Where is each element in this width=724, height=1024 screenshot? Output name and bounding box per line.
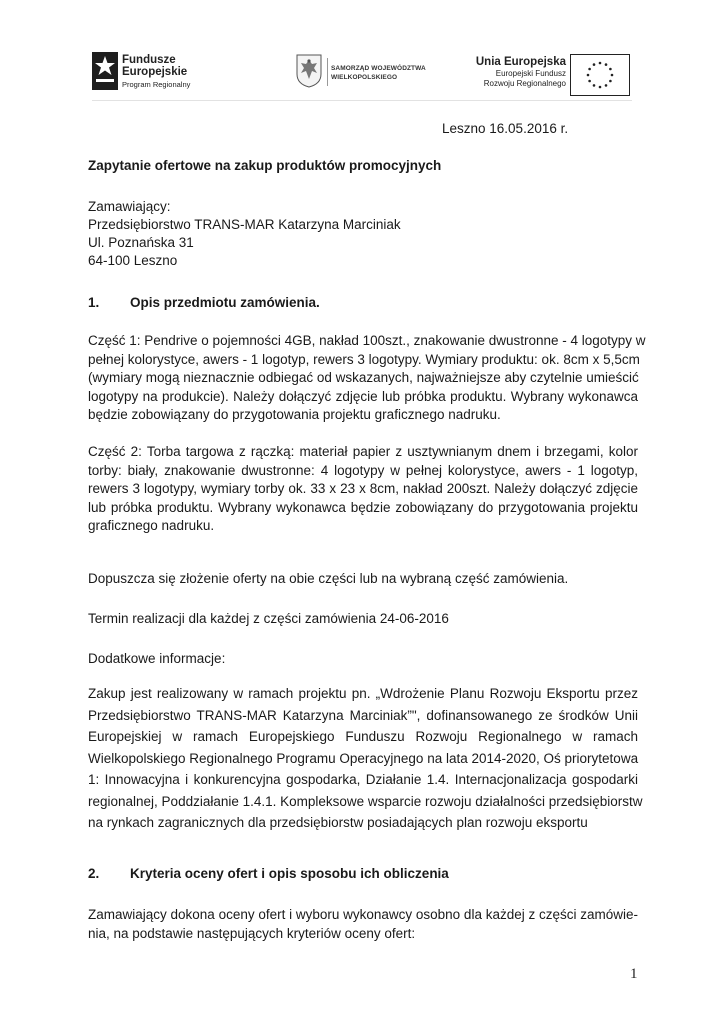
paragraph-line: graficznego nadruku. [88, 518, 215, 534]
paragraph-line: na rynkach zagranicznych dla przedsiębiorstw posiadających plan rozwoju eksportu [88, 815, 588, 830]
offer-note: Dopuszcza się złożenie oferty na obie części lub na wybraną część zamówienia. [88, 571, 569, 586]
ue-logo-line3: Rozwoju Regionalnego [483, 79, 566, 88]
paragraph-line: Przedsiębiorstwo TRANS-MAR Katarzyna Marciniak”", dofinansowanego ze środków Unii [88, 707, 638, 723]
paragraph-line: regionalnej, Poddziałanie 1.4.1. Kompleksowe wsparcie rozwoju działalności przedsiębiorstw [88, 793, 643, 809]
ue-logo-line1: Unia Europejska [475, 56, 566, 68]
section1-number: 1. [88, 295, 100, 310]
paragraph-line: Część 2: Torba targowa z rączką: materiał papier z usztywnianym dnem i brzegami, kolor [88, 444, 638, 459]
paragraph-line: (wymiary mogą nieznacznie odbiegać od wskazanych, najważniejsze aby czytelnie umieścić [88, 370, 639, 386]
paragraph-line: logotypy na produkcie). Należy dołączyć zdjęcie lub próbka produktu. Wybrany wykonawca [88, 388, 638, 404]
paragraph-line: torby: biały, znakowanie dwustronne: 4 logotypy w pełnej kolorystyce, awers - 1 logotyp, [88, 462, 638, 478]
additional-info-label: Dodatkowe informacje: [88, 651, 226, 666]
fe-logo-line2: Europejskie [122, 66, 188, 78]
orderer-label: Zamawiający: [88, 199, 171, 214]
page-number: 1 [630, 966, 638, 982]
fe-logo-line1: Fundusze [122, 54, 176, 66]
paragraph-line: Część 1: Pendrive o pojemności 4GB, nakład 100szt., znakowanie dwustronne - 4 logotypy w [88, 333, 646, 348]
document-date: Leszno 16.05.2016 r. [442, 121, 569, 136]
paragraph-line: Wielkopolskiego Regionalnego Programu Operacyjnego na lata 2014-2020, Oś priorytetowa [88, 750, 639, 766]
deadline: Termin realizacji dla każdej z części zamówienia 24-06-2016 [88, 611, 449, 626]
section2-heading: Kryteria oceny ofert i opis sposobu ich obliczenia [130, 866, 449, 881]
orderer-city: 64-100 Leszno [88, 253, 178, 268]
eu-flag-icon [570, 54, 630, 96]
ue-logo-line2: Europejski Fundusz [495, 69, 566, 78]
section2-intro [88, 906, 638, 943]
paragraph-line: Zamawiający dokona oceny ofert i wyboru wykonawcy osobno dla każdej z części zamówie- [88, 907, 638, 922]
orderer-name: Przedsiębiorstwo TRANS-MAR Katarzyna Marciniak [88, 217, 401, 232]
project-paragraph [88, 683, 643, 834]
wlkp-separator [327, 58, 328, 86]
wlkp-logo-line2: WIELKOPOLSKIEGO [331, 74, 398, 81]
document-title: Zapytanie ofertowe na zakup produktów promocyjnych [88, 158, 442, 173]
orderer-street: Ul. Poznańska 31 [88, 235, 194, 250]
fe-star-icon [92, 52, 118, 90]
section2-number: 2. [88, 866, 100, 881]
paragraph-line: rewers 3 logotypy, wymiary torby ok. 33 x 23 x 8cm, nakład 200szt. Należy dołączyć zdjęcie [88, 481, 638, 497]
paragraph-line: będzie zobowiązany do przygotowania projektu graficznego nadruku. [88, 407, 501, 423]
eagle-shield-icon [296, 54, 322, 88]
unia-europejska-logo [475, 52, 634, 96]
part2-paragraph [88, 443, 638, 536]
paragraph-line: Europejskiej w ramach Europejskiego Funduszu Rozwoju Regionalnego w ramach [88, 729, 638, 744]
paragraph-line: lub próbka produktu. Wybrany wykonawca będzie zobowiązany do przygotowania projektu [88, 499, 638, 515]
section1-heading: Opis przedmiotu zamówienia. [130, 295, 320, 310]
paragraph-line: 1: Innowacyjna i konkurencyjna gospodarka, Działanie 1.4. Internacjonalizacja gospodarki [88, 772, 638, 787]
fundusze-europejskie-logo [92, 52, 212, 94]
part1-paragraph [88, 332, 646, 425]
paragraph-line: Zakup jest realizowany w ramach projektu pn. „Wdrożenie Planu Rozwoju Eksportu przez [88, 686, 638, 701]
paragraph-line: pełnej kolorystyce, awers - 1 logotyp, rewers 3 logotypy. Wymiary produktu: ok. 8cm x 5,5cm [88, 351, 640, 367]
wlkp-logo-line1: SAMORZĄD WOJEWÓDZTWA [331, 65, 426, 72]
header-divider [92, 100, 632, 101]
fe-logo-line3: Program Regionalny [122, 80, 191, 89]
wielkopolska-logo [296, 54, 426, 90]
paragraph-line: nia, na podstawie następujących kryteriów oceny ofert: [88, 925, 416, 941]
